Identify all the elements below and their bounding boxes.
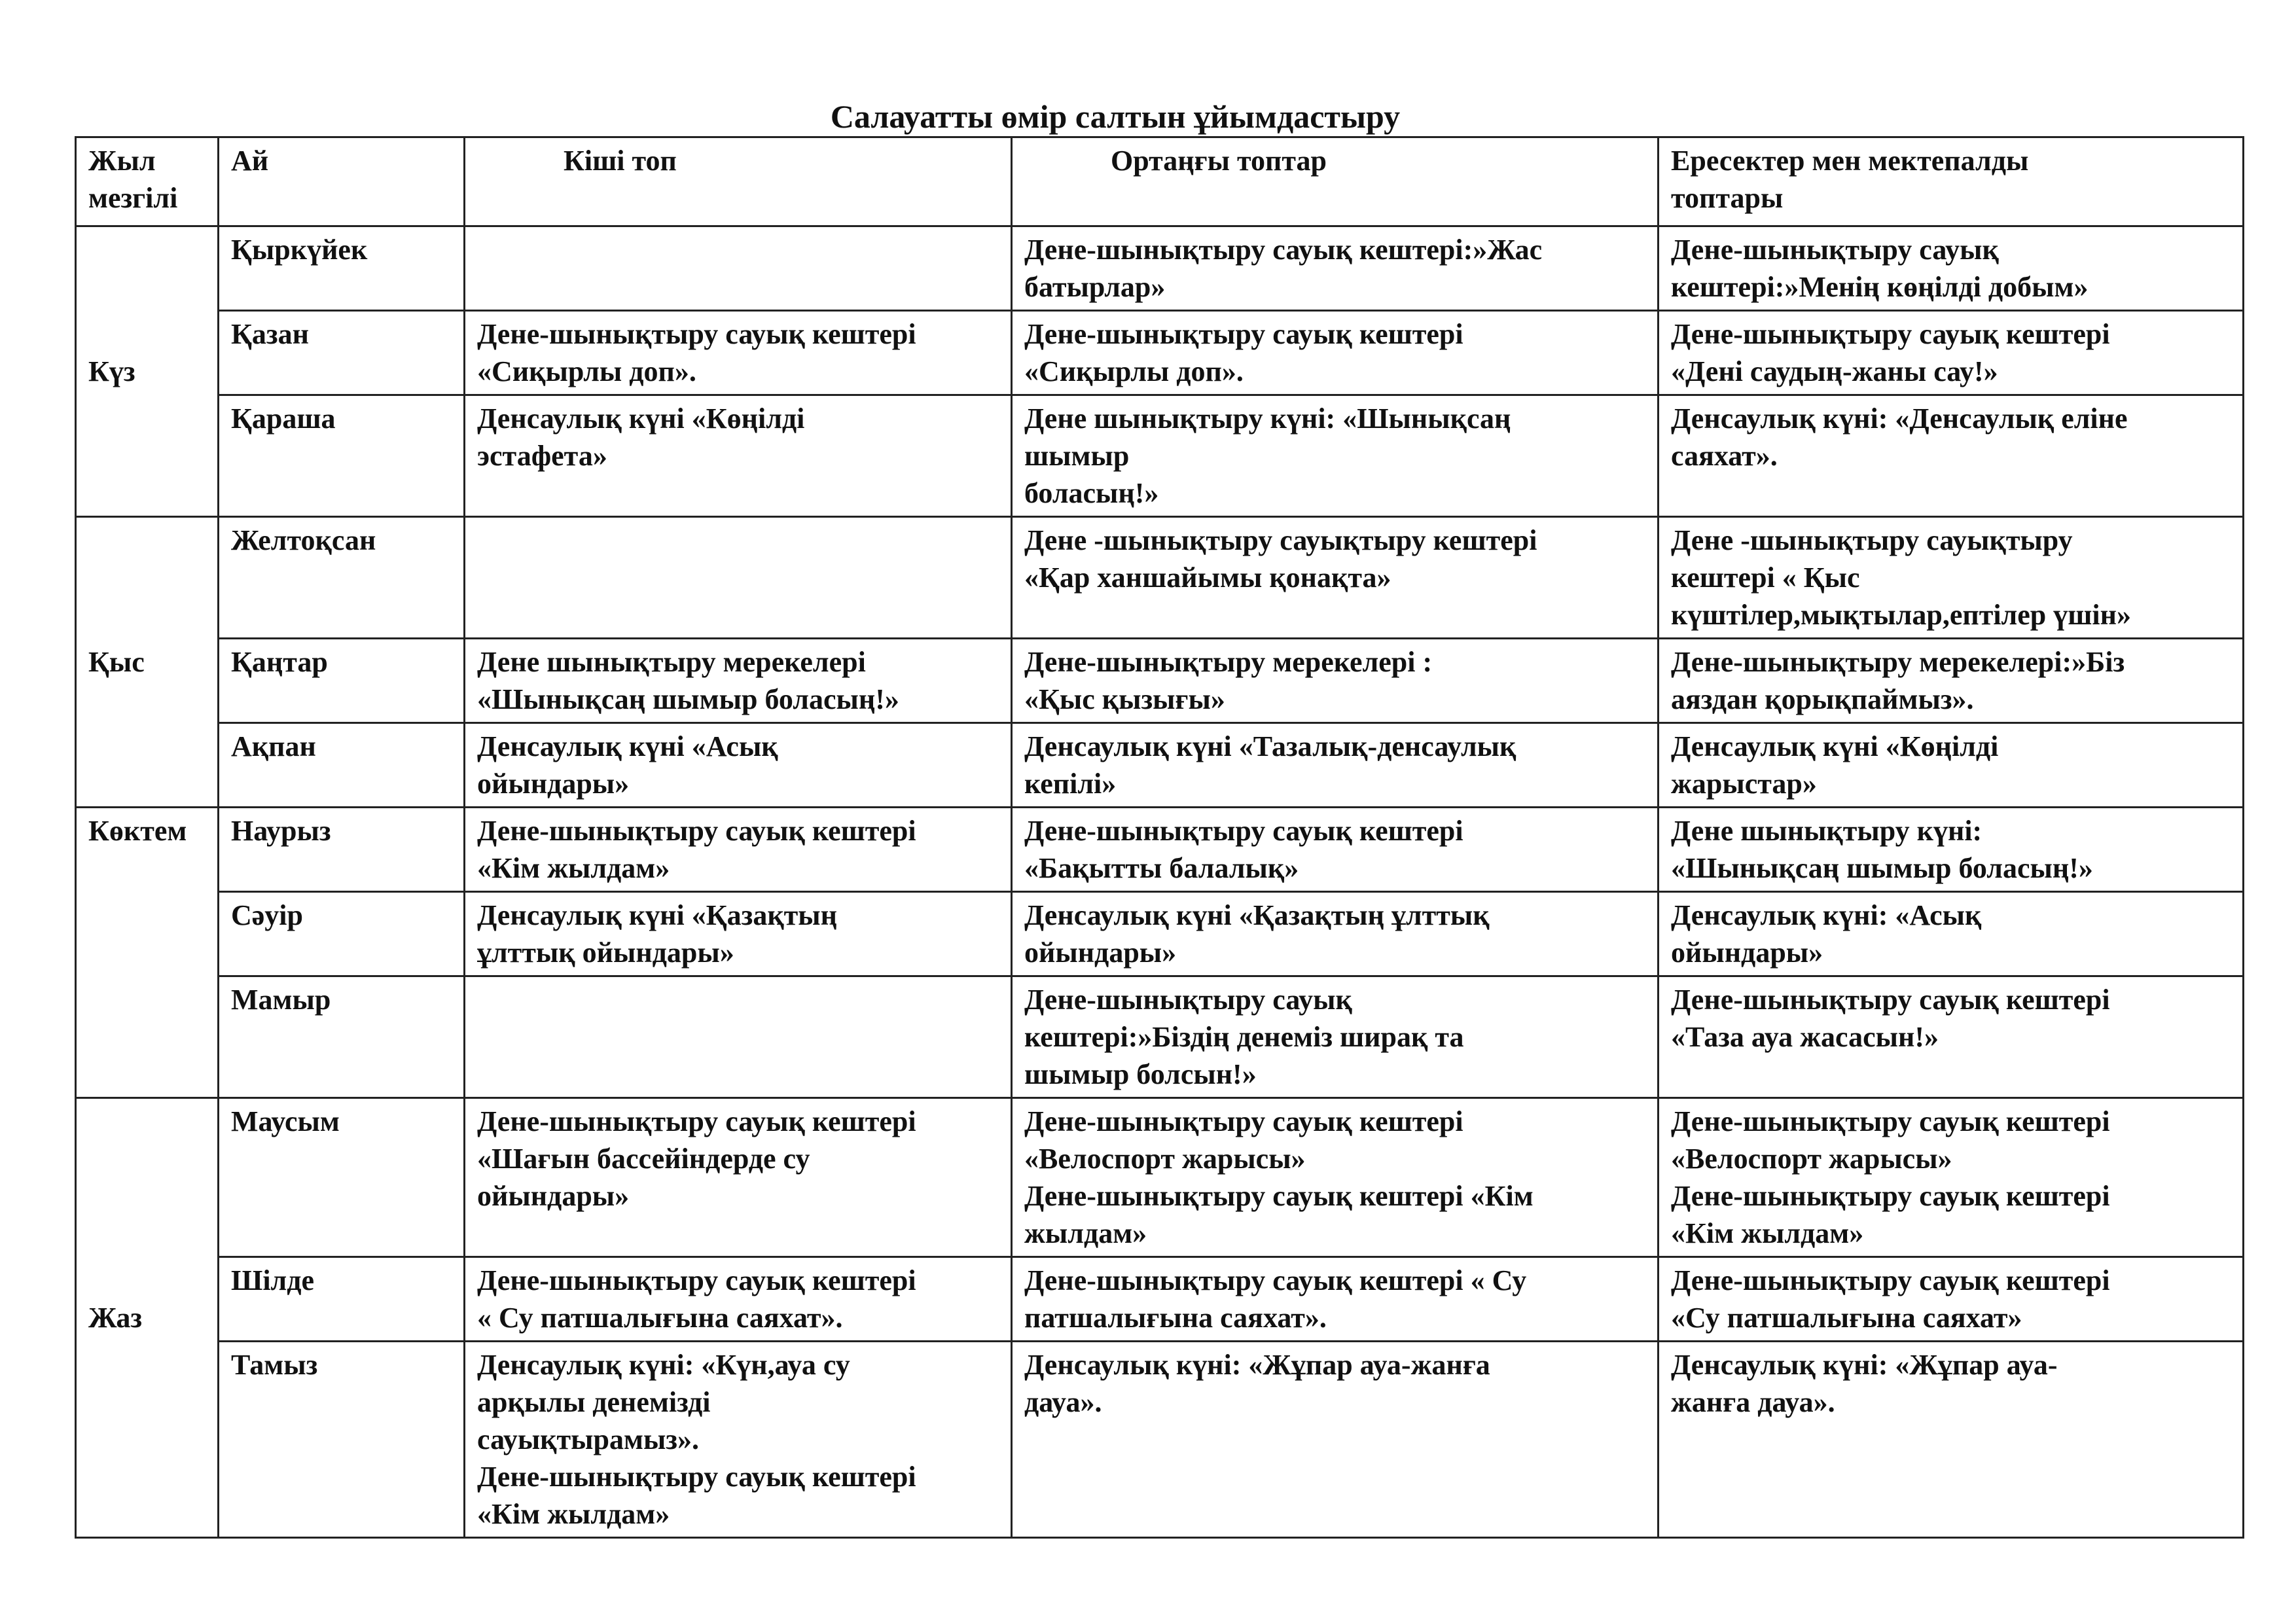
- activity-line: ойындары»: [1024, 936, 1177, 969]
- activity-line: Денсаулық күні «Көңілді: [477, 402, 805, 435]
- activity-line: Денсаулық күні «Қазақтың: [477, 899, 837, 931]
- table-row: [76, 723, 2244, 808]
- small-group-cell: [465, 723, 1012, 808]
- month-cell: [219, 226, 465, 311]
- page-title: Салауатты өмір салтын ұйымдастыру: [830, 98, 1401, 135]
- activity-line: «Кім жылдам»: [477, 1498, 670, 1530]
- header-small-group: [465, 137, 1012, 226]
- activity-line: кештері:»Менің көңілді добым»: [1671, 271, 2089, 303]
- middle-group-cell: [1012, 976, 1659, 1098]
- activity-line: Дене-шынықтыру сауық: [1024, 984, 1352, 1016]
- activity-line: Дене-шынықтыру сауық кештері: [1671, 1264, 2110, 1296]
- activity-line: Денсаулық күні: «Денсаулық еліне: [1671, 402, 2128, 435]
- middle-group-cell: [1012, 395, 1659, 517]
- activity-line: Дене-шынықтыру сауық кештері: [1671, 318, 2110, 350]
- table-row: [76, 311, 2244, 395]
- table-row: [76, 395, 2244, 517]
- activity-line: арқылы денемізді: [477, 1386, 711, 1418]
- activity-line: «Су патшалығына саяхат»: [1671, 1302, 2022, 1334]
- season-cell: [76, 517, 219, 808]
- senior-group-cell: [1659, 976, 2244, 1098]
- activity-line: Дене-шынықтыру сауық кештері: [1024, 1105, 1463, 1137]
- small-group-cell: [465, 1257, 1012, 1342]
- activity-line: ойындары»: [477, 768, 630, 800]
- senior-group-cell: [1659, 1342, 2244, 1538]
- activity-line: Дене шынықтыру күні: «Шынықсаң: [1024, 402, 1511, 435]
- activity-line: «Қыс қызығы»: [1024, 683, 1225, 715]
- table-body: [76, 226, 2244, 1538]
- month-name: Желтоқсан: [231, 524, 376, 556]
- table-row: [76, 1342, 2244, 1538]
- middle-group-cell: [1012, 226, 1659, 311]
- activity-line: Денсаулық күні «Асық: [477, 730, 778, 762]
- activity-line: аяздан қорықпаймыз».: [1671, 683, 1974, 715]
- small-group-cell: [465, 1342, 1012, 1538]
- month-cell: [219, 639, 465, 723]
- season-cell: [76, 226, 219, 517]
- month-name: Ақпан: [231, 730, 316, 762]
- table-row: [76, 808, 2244, 892]
- activity-line: Дене-шынықтыру сауық кештері: [477, 318, 916, 350]
- header-senior-group: [1659, 137, 2244, 226]
- activity-line: эстафета»: [477, 440, 607, 472]
- activity-line: Дене -шынықтыру сауықтыру: [1671, 524, 2073, 556]
- activity-line: «Велоспорт жарысы»: [1671, 1143, 1952, 1175]
- table-row: [76, 1257, 2244, 1342]
- middle-group-cell: [1012, 1257, 1659, 1342]
- middle-group-cell: [1012, 1342, 1659, 1538]
- middle-group-cell: [1012, 808, 1659, 892]
- senior-group-cell: [1659, 808, 2244, 892]
- activity-line: Денсаулық күні: «Асық: [1671, 899, 1982, 931]
- header-line: Ортаңғы топтар: [1111, 145, 1327, 177]
- table-row: [76, 976, 2244, 1098]
- header-line: Ересектер мен мектепалды: [1671, 145, 2029, 177]
- small-group-cell: [465, 976, 1012, 1098]
- month-name: Қазан: [231, 318, 309, 350]
- activity-line: Денсаулық күні «Көңілді: [1671, 730, 1999, 762]
- small-group-cell: [465, 226, 1012, 311]
- table-row: [76, 1098, 2244, 1257]
- table-row: [76, 226, 2244, 311]
- senior-group-cell: [1659, 226, 2244, 311]
- activity-line: Дене-шынықтыру сауық кештері:»Жас: [1024, 234, 1543, 266]
- month-cell: [219, 1342, 465, 1538]
- season-name: Қыс: [88, 646, 145, 678]
- activity-line: «Шағын бассейіндерде су: [477, 1143, 810, 1175]
- activity-line: ойындары»: [477, 1180, 630, 1212]
- activity-line: Дене-шынықтыру мерекелері:»Біз: [1671, 646, 2125, 678]
- table-row: [76, 517, 2244, 639]
- season-name: Жаз: [88, 1302, 143, 1334]
- activity-line: Дене шынықтыру күні:: [1671, 815, 1982, 847]
- senior-group-cell: [1659, 311, 2244, 395]
- activity-line: Денсаулық күні «Қазақтың ұлттық: [1024, 899, 1490, 931]
- activity-line: «Қар ханшайымы қонақта»: [1024, 562, 1391, 594]
- month-cell: [219, 1257, 465, 1342]
- activity-line: шымыр: [1024, 440, 1130, 472]
- activity-line: Денсаулық күні: «Жұпар ауа-: [1671, 1349, 2058, 1381]
- month-name: Шілде: [231, 1264, 315, 1296]
- activity-line: сауықтырамыз».: [477, 1423, 699, 1455]
- activity-line: жарыстар»: [1671, 768, 1817, 800]
- header-middle-group: [1012, 137, 1659, 226]
- activity-line: «Сиқырлы доп».: [1024, 355, 1244, 387]
- activity-line: Дене-шынықтыру сауық: [1671, 234, 1999, 266]
- activity-line: кештері:»Біздің денеміз ширақ та: [1024, 1021, 1464, 1053]
- senior-group-cell: [1659, 1257, 2244, 1342]
- activity-line: Дене-шынықтыру сауық кештері « Су: [1024, 1264, 1527, 1296]
- activity-line: Дене шынықтыру мерекелері: [477, 646, 866, 678]
- activity-line: батырлар»: [1024, 271, 1166, 303]
- small-group-cell: [465, 311, 1012, 395]
- header-season: [76, 137, 219, 226]
- small-group-cell: [465, 1098, 1012, 1257]
- activity-line: Дене-шынықтыру мерекелері :: [1024, 646, 1433, 678]
- middle-group-cell: [1012, 1098, 1659, 1257]
- table-row: [76, 892, 2244, 976]
- activity-line: жылдам»: [1024, 1217, 1147, 1249]
- month-name: Тамыз: [231, 1349, 318, 1381]
- activity-line: ойындары»: [1671, 936, 1823, 969]
- month-cell: [219, 1098, 465, 1257]
- header-line: мезгілі: [88, 182, 178, 214]
- activity-line: Денсаулық күні: «Күн,ауа су: [477, 1349, 850, 1381]
- activity-line: шымыр болсын!»: [1024, 1058, 1257, 1090]
- activity-line: «Дені саудың-жаны сау!»: [1671, 355, 1998, 387]
- small-group-cell: [465, 517, 1012, 639]
- month-cell: [219, 311, 465, 395]
- senior-group-cell: [1659, 517, 2244, 639]
- month-name: Сәуір: [231, 899, 303, 931]
- month-name: Қыркүйек: [231, 234, 368, 266]
- activity-line: боласың!»: [1024, 477, 1159, 509]
- season-name: Көктем: [88, 815, 187, 847]
- activity-line: Дене-шынықтыру сауық кештері: [1024, 318, 1463, 350]
- activity-line: Дене-шынықтыру сауық кештері: [477, 1105, 916, 1137]
- activity-line: Дене-шынықтыру сауық кештері: [1024, 815, 1463, 847]
- header-line: Жыл: [88, 145, 156, 177]
- activity-line: кепілі»: [1024, 768, 1117, 800]
- activity-line: «Сиқырлы доп».: [477, 355, 696, 387]
- senior-group-cell: [1659, 892, 2244, 976]
- small-group-cell: [465, 639, 1012, 723]
- activity-line: Дене-шынықтыру сауық кештері: [477, 1264, 916, 1296]
- small-group-cell: [465, 808, 1012, 892]
- activity-line: Дене-шынықтыру сауық кештері «Кім: [1024, 1180, 1534, 1212]
- month-cell: [219, 892, 465, 976]
- middle-group-cell: [1012, 311, 1659, 395]
- header-month: [219, 137, 465, 226]
- month-name: Наурыз: [231, 815, 331, 847]
- activity-line: күштілер,мықтылар,ептілер үшін»: [1671, 599, 2131, 631]
- activity-line: «Бақытты балалық»: [1024, 852, 1299, 884]
- activity-line: «Таза ауа жасасын!»: [1671, 1021, 1939, 1053]
- month-name: Қаңтар: [231, 646, 328, 678]
- table-row: [76, 639, 2244, 723]
- small-group-cell: [465, 395, 1012, 517]
- activity-line: Дене-шынықтыру сауық кештері: [1671, 984, 2110, 1016]
- senior-group-cell: [1659, 1098, 2244, 1257]
- month-cell: [219, 517, 465, 639]
- senior-group-cell: [1659, 723, 2244, 808]
- header-line: топтары: [1671, 182, 1784, 214]
- season-cell: [76, 808, 219, 1098]
- activity-line: жанға дауа».: [1671, 1386, 1835, 1418]
- month-name: Маусым: [231, 1105, 340, 1137]
- senior-group-cell: [1659, 395, 2244, 517]
- activity-line: патшалығына саяхат».: [1024, 1302, 1327, 1334]
- activity-line: Дене-шынықтыру сауық кештері: [477, 1461, 916, 1493]
- schedule-table: [75, 136, 2244, 1539]
- activity-line: « Су патшалығына саяхат».: [477, 1302, 843, 1334]
- activity-line: «Кім жылдам»: [1671, 1217, 1864, 1249]
- middle-group-cell: [1012, 639, 1659, 723]
- activity-line: «Шынықсаң шымыр боласың!»: [477, 683, 899, 715]
- activity-line: «Кім жылдам»: [477, 852, 670, 884]
- activity-line: Дене-шынықтыру сауық кештері: [1671, 1105, 2110, 1137]
- small-group-cell: [465, 892, 1012, 976]
- activity-line: кештері « Қыс: [1671, 562, 1860, 594]
- activity-line: «Шынықсаң шымыр боласың!»: [1671, 852, 2093, 884]
- month-name: Мамыр: [231, 984, 331, 1016]
- activity-line: Денсаулық күні: «Жұпар ауа-жанға: [1024, 1349, 1490, 1381]
- middle-group-cell: [1012, 517, 1659, 639]
- month-cell: [219, 723, 465, 808]
- season-name: Күз: [88, 355, 135, 387]
- month-cell: [219, 395, 465, 517]
- activity-line: Дене-шынықтыру сауық кештері: [1671, 1180, 2110, 1212]
- activity-line: саяхат».: [1671, 440, 1778, 472]
- middle-group-cell: [1012, 892, 1659, 976]
- activity-line: «Велоспорт жарысы»: [1024, 1143, 1306, 1175]
- header-line: Кіші топ: [564, 145, 677, 177]
- activity-line: Дене-шынықтыру сауық кештері: [477, 815, 916, 847]
- activity-line: ұлттық ойындары»: [477, 936, 734, 969]
- month-name: Қараша: [231, 402, 336, 435]
- month-cell: [219, 808, 465, 892]
- season-cell: [76, 1098, 219, 1538]
- senior-group-cell: [1659, 639, 2244, 723]
- middle-group-cell: [1012, 723, 1659, 808]
- activity-line: дауа».: [1024, 1386, 1102, 1418]
- month-cell: [219, 976, 465, 1098]
- header-row: [76, 137, 2244, 226]
- activity-line: Дене -шынықтыру сауықтыру кештері: [1024, 524, 1537, 556]
- activity-line: Денсаулық күні «Тазалық-денсаулық: [1024, 730, 1516, 762]
- header-line: Ай: [231, 145, 269, 177]
